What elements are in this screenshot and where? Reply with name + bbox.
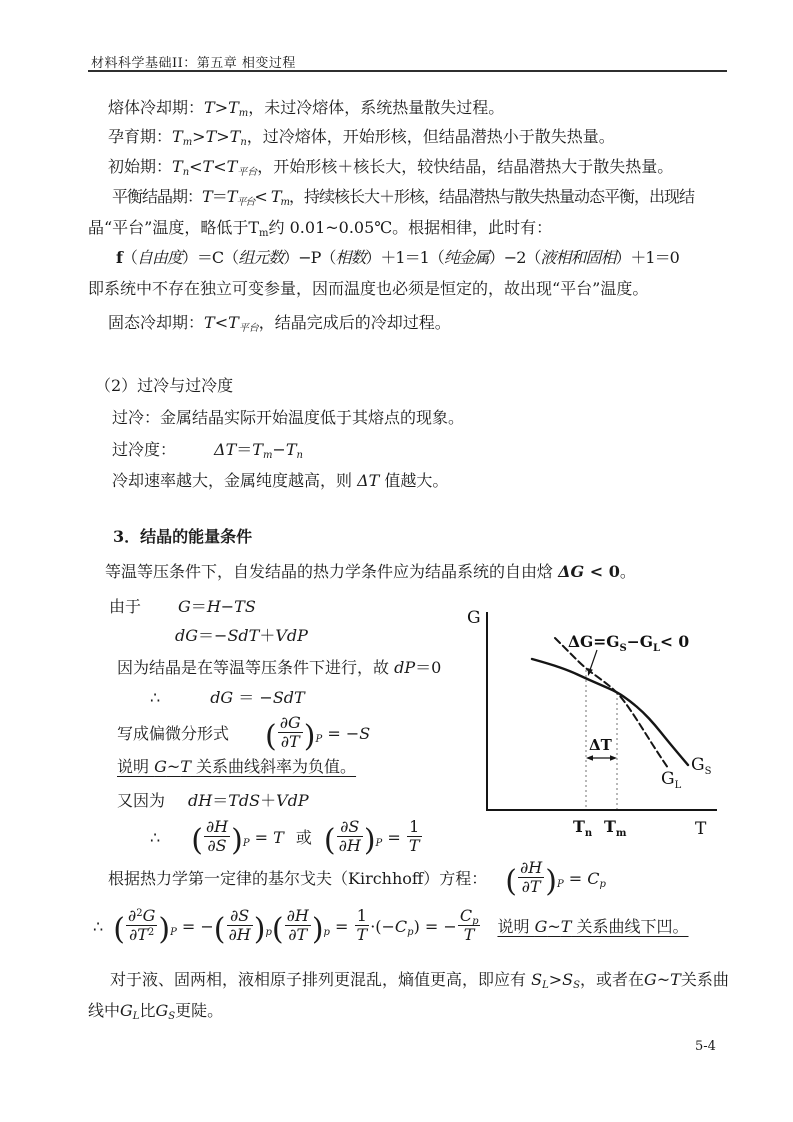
x-axis-label: T bbox=[695, 819, 707, 839]
fraction bbox=[337, 818, 363, 855]
fraction bbox=[126, 907, 157, 944]
text-segment: 过冷：金属结晶实际开始温度低于其熔点的现象。 bbox=[112, 408, 465, 427]
text-segment: L bbox=[132, 1011, 140, 1022]
text-segment: 对于液、固两相，液相原子排列更混乱，熵值更高，即应有 bbox=[110, 970, 532, 989]
annotation-leader-line bbox=[590, 650, 597, 670]
text-segment: ∂T bbox=[288, 924, 308, 944]
solid-cooling-period bbox=[108, 312, 451, 334]
text-segment: T bbox=[560, 916, 572, 936]
second-derivative-equation bbox=[93, 906, 689, 947]
text-segment: 固态冷却期： bbox=[108, 313, 205, 332]
text-segment: 线中 bbox=[88, 1001, 121, 1020]
text-segment: dP bbox=[394, 658, 416, 677]
text-segment: 1 bbox=[409, 817, 420, 836]
text-segment: p bbox=[323, 926, 330, 938]
text-segment: T bbox=[408, 835, 420, 855]
text-segment: S bbox=[359, 723, 371, 743]
text-segment: TS bbox=[234, 597, 256, 616]
text-segment: ＋ bbox=[259, 626, 276, 645]
text-segment: p bbox=[407, 926, 414, 938]
text-segment: 液相和固相 bbox=[540, 248, 616, 267]
text-segment: m bbox=[182, 137, 193, 148]
delta-t-left-arrowhead bbox=[586, 755, 593, 761]
text-segment: C bbox=[394, 916, 408, 936]
entropy-comparison-line1 bbox=[110, 969, 729, 991]
text-segment: T bbox=[226, 187, 237, 206]
phase-rule-explanation bbox=[88, 278, 648, 300]
fraction bbox=[278, 714, 303, 751]
text-segment: 晶“平台”温度，略低于T bbox=[88, 218, 260, 237]
text-segment: p bbox=[599, 878, 606, 890]
text-segment: 过冷度： bbox=[112, 440, 177, 459]
text-segment: ( bbox=[323, 822, 336, 858]
text-segment: SdT bbox=[227, 626, 260, 645]
tn-tick-label: $T_n$ bbox=[573, 817, 593, 839]
text-segment: ~ bbox=[547, 916, 561, 936]
text-segment: = bbox=[382, 827, 406, 847]
gl-curve-label: $G_L$ bbox=[661, 769, 682, 791]
text-segment: < bbox=[214, 313, 229, 332]
text-segment: G bbox=[120, 1001, 133, 1020]
text-segment: ＝ bbox=[190, 597, 207, 616]
text-segment: ＝ bbox=[212, 791, 229, 810]
text-segment: 熔体冷却期： bbox=[108, 98, 205, 117]
text-segment: n bbox=[240, 137, 247, 148]
text-segment: = bbox=[563, 868, 588, 888]
text-segment: = bbox=[249, 827, 274, 847]
text-segment: ) bbox=[311, 911, 324, 947]
phase-rule-equation bbox=[116, 247, 679, 269]
text-segment: ∂T bbox=[280, 731, 300, 751]
text-segment: ）＋1＝0 bbox=[615, 248, 679, 267]
text-segment: P bbox=[170, 926, 177, 938]
text-segment: p bbox=[265, 926, 272, 938]
text-segment: n bbox=[182, 167, 190, 178]
text-segment: 平台 bbox=[238, 323, 259, 334]
text-segment: T bbox=[229, 127, 241, 146]
text-segment: S bbox=[573, 980, 580, 991]
formula-dg bbox=[175, 625, 308, 647]
text-segment: 平台 bbox=[236, 197, 255, 208]
fraction bbox=[227, 907, 253, 944]
text-segment: ∂T bbox=[128, 924, 148, 944]
formula-g-h-ts bbox=[109, 596, 256, 618]
text-segment: = − bbox=[176, 916, 214, 936]
text-segment: ) bbox=[545, 863, 557, 899]
text-segment: ∂H bbox=[286, 906, 309, 925]
text-segment: TdS bbox=[228, 791, 261, 810]
y-axis-label: G bbox=[467, 608, 481, 628]
text-segment: L bbox=[542, 980, 549, 991]
text-segment: ，过冷熔体，开始形核，但结晶潜热小于散失热量。 bbox=[246, 127, 615, 146]
text-segment: ΔG bbox=[558, 562, 585, 581]
text-segment: G bbox=[643, 970, 657, 989]
supercooling-definition bbox=[112, 407, 464, 429]
fraction bbox=[285, 907, 311, 944]
text-segment: S bbox=[531, 970, 543, 989]
text-segment: T bbox=[356, 924, 368, 944]
text-segment: T bbox=[226, 157, 238, 176]
text-segment: ( bbox=[191, 822, 203, 858]
text-segment: ∴ bbox=[150, 688, 161, 707]
text-segment: ，未过冷熔体，系统热量散失过程。 bbox=[248, 98, 505, 117]
text-segment: T bbox=[228, 313, 239, 332]
text-segment: ( bbox=[271, 911, 284, 947]
section-2-heading bbox=[95, 375, 233, 397]
formula-dh-ds bbox=[150, 817, 423, 858]
text-segment: ）−P（ bbox=[283, 248, 336, 267]
text-segment: ）＝C（ bbox=[181, 248, 239, 267]
text-segment: ) = − bbox=[413, 916, 457, 936]
text-segment: S bbox=[168, 1011, 176, 1022]
text-segment: （ bbox=[121, 248, 137, 267]
page-number: 5-4 bbox=[695, 1039, 716, 1054]
text-segment: dH bbox=[188, 791, 213, 810]
initial-period bbox=[108, 156, 673, 178]
text-segment: ∂H bbox=[520, 858, 543, 877]
text-segment: P bbox=[315, 733, 323, 745]
text-segment: ·(− bbox=[370, 916, 395, 936]
text-segment: T bbox=[172, 157, 183, 176]
text-segment: P bbox=[242, 837, 250, 849]
text-segment: ΔT bbox=[214, 440, 237, 459]
text-segment: G bbox=[155, 1001, 169, 1020]
text-segment: 值越大。 bbox=[379, 471, 449, 490]
text-segment: T bbox=[202, 157, 214, 176]
text-segment: 关系曲 bbox=[680, 970, 729, 989]
entropy-comparison-line2 bbox=[88, 1000, 223, 1022]
text-segment: ∂H bbox=[205, 817, 229, 836]
text-segment: 平台 bbox=[237, 167, 258, 178]
text-segment: 即系统中不存在独立可变参量，因而温度也必须是恒定的，故出现“平台”温度。 bbox=[88, 279, 649, 298]
text-segment: > bbox=[216, 127, 230, 146]
text-segment: SdT bbox=[272, 688, 305, 707]
text-segment: 3．结晶的能量条件 bbox=[113, 527, 253, 546]
text-segment: 初始期： bbox=[108, 157, 173, 176]
slope-negative-note bbox=[117, 756, 356, 778]
text-segment: 更陡。 bbox=[175, 1001, 224, 1020]
text-segment: ∂H bbox=[338, 835, 361, 855]
text-segment: 说明 bbox=[497, 916, 535, 936]
text-segment: 因为结晶是在等温等压条件下进行，故 bbox=[117, 658, 395, 677]
text-segment: G bbox=[178, 597, 191, 616]
fraction bbox=[518, 859, 544, 896]
equilibrium-crystallization-line2 bbox=[88, 217, 552, 239]
text-segment: T bbox=[204, 98, 215, 117]
tm-tick-label: $T_m$ bbox=[604, 817, 627, 839]
text-segment: 自由度 bbox=[136, 248, 182, 267]
text-segment: 1 bbox=[356, 906, 367, 925]
text-segment: m bbox=[259, 228, 269, 239]
text-segment: ∂G bbox=[279, 713, 301, 732]
text-segment: ＝− bbox=[198, 626, 228, 645]
text-segment: 又因为 bbox=[117, 791, 166, 810]
text-segment: ∂S bbox=[207, 835, 227, 855]
text-segment: ( bbox=[113, 911, 125, 947]
text-segment: P bbox=[556, 878, 564, 890]
text-segment: > bbox=[192, 127, 206, 146]
text-segment: ∂ bbox=[127, 906, 137, 925]
text-segment: 关系曲线斜率为负值。 bbox=[190, 757, 357, 776]
text-segment: T bbox=[285, 440, 297, 459]
text-segment: T bbox=[670, 970, 681, 989]
text-segment: 关系曲线下凹。 bbox=[571, 916, 689, 936]
text-segment: ) bbox=[253, 911, 266, 947]
delta-g-annotation: $\Delta G=G_S-G_L< 0$ bbox=[568, 632, 690, 654]
text-segment: T bbox=[172, 127, 183, 146]
text-segment: VdP bbox=[276, 791, 309, 810]
kirchhoff-equation bbox=[108, 858, 606, 899]
partial-derivative-form bbox=[117, 713, 371, 754]
text-segment: dG bbox=[210, 688, 234, 707]
energy-condition-intro bbox=[105, 561, 636, 583]
fraction bbox=[458, 907, 481, 944]
fraction bbox=[204, 818, 230, 855]
text-segment: = bbox=[329, 916, 354, 936]
text-segment: G bbox=[154, 757, 167, 776]
text-segment: p bbox=[472, 916, 479, 927]
text-segment: ，结晶完成后的冷却过程。 bbox=[258, 313, 451, 332]
free-energy-temperature-diagram bbox=[455, 592, 720, 847]
section-3-heading bbox=[113, 526, 252, 548]
text-segment: 。 bbox=[619, 562, 636, 581]
text-segment: > bbox=[548, 970, 563, 989]
text-segment: 说明 bbox=[117, 757, 155, 776]
text-segment: T bbox=[463, 924, 475, 944]
text-segment: ~ bbox=[656, 970, 671, 989]
text-segment: 写成偏微分形式 bbox=[117, 723, 230, 743]
text-segment: （2）过冷与过冷度 bbox=[95, 376, 234, 395]
text-segment: = − bbox=[322, 723, 360, 743]
text-segment: ) bbox=[363, 822, 376, 858]
text-segment: ( bbox=[505, 863, 518, 899]
text-segment: m bbox=[238, 108, 249, 119]
text-segment: G bbox=[142, 906, 156, 925]
cooling-rate-note bbox=[112, 470, 448, 492]
text-segment: T bbox=[270, 187, 281, 206]
text-segment: n bbox=[296, 450, 303, 461]
text-segment: 纯金属 bbox=[443, 248, 489, 267]
text-segment: < bbox=[189, 157, 203, 176]
text-segment: 等温等压条件下，自发结晶的热力学条件应为结晶系统的自由焓 bbox=[105, 562, 559, 581]
text-segment: 组元数 bbox=[238, 248, 284, 267]
text-segment: ∴ bbox=[93, 916, 104, 936]
text-segment: < 0 bbox=[584, 562, 620, 581]
fraction bbox=[355, 907, 370, 944]
text-segment: 冷却速率越大，金属纯度越高，则 bbox=[112, 471, 358, 490]
text-segment: ( bbox=[213, 911, 226, 947]
text-segment: − bbox=[272, 440, 286, 459]
text-segment: ）＋1＝1（ bbox=[365, 248, 444, 267]
formula-dh bbox=[117, 790, 309, 812]
text-segment: H bbox=[206, 597, 221, 616]
header-rule bbox=[88, 70, 727, 72]
text-segment: ＝ bbox=[211, 187, 227, 206]
text-segment: S bbox=[562, 970, 574, 989]
text-segment: P bbox=[375, 837, 383, 849]
text-segment: ）−2（ bbox=[488, 248, 541, 267]
delta-t-right-arrowhead bbox=[610, 755, 617, 761]
text-segment: G bbox=[534, 916, 548, 936]
text-segment: ) bbox=[231, 822, 243, 858]
text-segment: ＝ − bbox=[233, 688, 273, 707]
text-segment: ，持续核长大＋形核，结晶潜热与散失热量动态平衡，出现结 bbox=[289, 187, 695, 206]
text-segment: ( bbox=[265, 718, 277, 754]
text-segment: < bbox=[213, 157, 227, 176]
fraction bbox=[407, 818, 422, 855]
equilibrium-crystallization-line1 bbox=[112, 186, 694, 208]
text-segment: ) bbox=[303, 718, 316, 754]
text-segment: 2 bbox=[147, 926, 155, 938]
text-segment: T bbox=[204, 313, 215, 332]
text-segment: 孕育期： bbox=[108, 127, 173, 146]
text-segment: 根据热力学第一定律的基尔戈夫（Kirchhoff）方程： bbox=[108, 868, 488, 888]
text-segment: ∂S bbox=[230, 906, 250, 925]
text-segment: m bbox=[262, 450, 273, 461]
melt-cooling-period bbox=[108, 97, 504, 119]
text-segment: 平衡结晶期： bbox=[112, 187, 203, 206]
text-segment: 约 0.01~0.05℃。根据相律，此时有： bbox=[268, 218, 553, 237]
text-segment: dG bbox=[175, 626, 199, 645]
text-segment: 2 bbox=[136, 908, 143, 919]
incubation-period bbox=[108, 126, 615, 148]
text-segment: T bbox=[228, 98, 239, 117]
text-segment: C bbox=[587, 868, 600, 888]
text-segment: 由于 bbox=[109, 597, 142, 616]
text-segment: T bbox=[202, 187, 212, 206]
text-segment: f bbox=[116, 248, 122, 267]
text-segment: T bbox=[252, 440, 263, 459]
text-segment: ∴ bbox=[150, 827, 161, 847]
text-segment: T bbox=[205, 127, 217, 146]
text-segment: ＝ bbox=[236, 440, 253, 459]
text-segment: ∂S bbox=[340, 817, 360, 836]
text-segment: ) bbox=[158, 911, 171, 947]
text-segment: ＝0 bbox=[415, 658, 442, 677]
text-segment: m bbox=[280, 197, 290, 208]
gs-curve-label: $G_S$ bbox=[691, 755, 712, 777]
text-segment: ΔT bbox=[357, 471, 380, 490]
text-segment: T bbox=[273, 827, 284, 847]
text-segment: C bbox=[459, 906, 473, 925]
page-header bbox=[91, 52, 296, 71]
text-segment: − bbox=[220, 597, 235, 616]
delta-t-label: ΔT bbox=[589, 736, 612, 754]
text-segment: < bbox=[254, 187, 271, 206]
text-segment: ，开始形核＋核长大，较快结晶，结晶潜热大于散失热量。 bbox=[257, 157, 674, 176]
text-segment: T bbox=[180, 757, 191, 776]
text-segment: 或 bbox=[295, 827, 312, 847]
text-segment: ~ bbox=[166, 757, 181, 776]
text-segment: 比 bbox=[139, 1001, 156, 1020]
text-segment: ∂T bbox=[521, 876, 541, 896]
formula-dg-sdt bbox=[150, 687, 305, 709]
isobaric-note bbox=[117, 657, 441, 679]
text-segment: ＋ bbox=[260, 791, 277, 810]
text-segment: VdP bbox=[275, 626, 308, 645]
supercooling-degree-formula bbox=[112, 439, 303, 461]
text-segment: ，或者在 bbox=[579, 970, 644, 989]
text-segment: ∂H bbox=[228, 924, 251, 944]
header-title: 材料科学基础II：第五章 相变过程 bbox=[91, 56, 296, 71]
text-segment: > bbox=[214, 98, 229, 117]
text-segment: 相数 bbox=[335, 248, 366, 267]
